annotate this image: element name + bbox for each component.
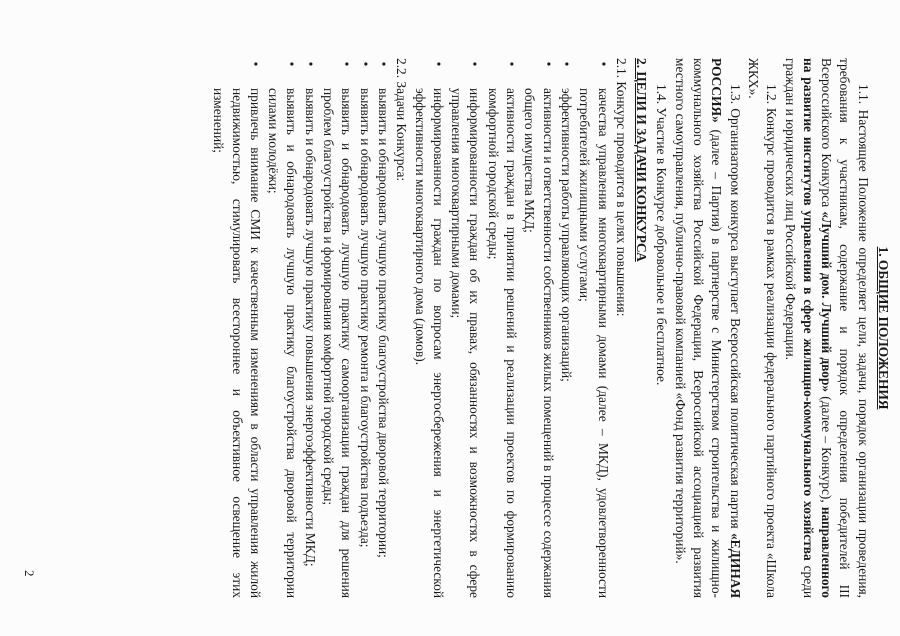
page-number: 2 (22, 570, 37, 577)
goal-item (557, 61, 575, 598)
task-text: выявить и обнародовать лучшую практику повышения энергоэффективности МКД; (302, 88, 318, 567)
goal-item (410, 61, 447, 598)
task-item (264, 61, 301, 598)
task-text: выявить и обнародовать лучшую практику благоустройства дворовой территории силами молодёжи; (266, 88, 300, 598)
paragraph-2-2: 2.2. Задачи Конкурса: (394, 58, 410, 182)
goal-text: активности и ответственности собственников жилых помещений в процессе содержания общего имущества МКД; (522, 88, 556, 598)
bullet-icon: • (339, 61, 355, 67)
task-text: привлечь внимание СМИ к качественным изменениям в области управления жилой недвижимостью, стимулировать всестороннее и объективное освещение этих изменений; (211, 88, 263, 598)
bullet-icon: • (247, 61, 263, 67)
bullet-icon: • (302, 61, 318, 67)
paragraph-1-4: 1.4. Участие в Конкурсе добровольное и бесплатное. (654, 84, 670, 386)
goal-text: качества управления многоквартирными домами (далее – МКД), удовлетворенности потребителей жилищными услугами; (577, 88, 611, 598)
paragraph-1-2: 1.2. Конкурс проводится в рамках реализации федерального партийного проекта «Школа ЖКХ». (745, 58, 780, 598)
tasks-list (209, 58, 392, 598)
task-text: выявить и обнародовать лучшую практику благоустройства дворовой территории; (375, 88, 391, 558)
goal-text: информированности граждан по вопросам энергосбережения и энергетической эффективности многоквартирного дома (домов). (412, 88, 446, 598)
section-2-title: 2. ЦЕЛИ И ЗАДАЧИ КОНКУРСА (634, 58, 650, 262)
goals-list (410, 58, 611, 598)
task-text: выявить и обнародовать лучшую практику самоорганизации граждан для решения проблем благоустройства и формирования комфортной городской среды; (321, 88, 355, 598)
paragraph-2-1: 2.1. Конкурс проводится в целях повышения: (613, 58, 629, 317)
task-item (319, 61, 356, 598)
bullet-icon: • (504, 61, 520, 67)
bullet-icon: • (595, 61, 611, 67)
p1-1-text-a: 1.1. Настоящее Положение определяет цели, задачи, порядок организации проведения, требования к участникам, содержание и порядок определения победителей III Всероссийского Конкурса (819, 58, 871, 598)
p1-1-text-e: среди граждан и юридических лиц Российской Федерации. (782, 58, 816, 598)
bullet-icon: • (558, 61, 574, 67)
task-item (301, 61, 319, 598)
p1-3-party-name: «ЕДИНАЯ РОССИЯ» (709, 58, 743, 598)
goal-item (575, 61, 612, 598)
task-item (374, 61, 392, 598)
bullet-icon: • (540, 61, 556, 67)
paragraph-1-3 (670, 58, 743, 598)
task-item (209, 61, 264, 598)
p1-3-text-a: 1.3. Организатором конкурса выступает Всероссийская политическая партия (727, 84, 743, 533)
task-item (355, 61, 373, 598)
goal-item (520, 61, 557, 598)
p1-1-contest-name: «Лучший дом. Лучший двор» (819, 211, 835, 393)
bullet-icon: • (467, 61, 483, 67)
goal-item (447, 61, 484, 598)
task-text: выявить и обнародовать лучшую практику ремонта и благоустройства подъезда; (357, 88, 373, 548)
goal-item (483, 61, 520, 598)
bullet-icon: • (357, 61, 373, 67)
goal-text: эффективности работы управляющих организаций; (558, 88, 574, 382)
p1-1-text-c: (далее – Конкурс), (819, 392, 835, 507)
p1-1-direction: направленного на развитие институтов управления в сфере жилищно-коммунального хозяйства (800, 58, 835, 598)
goal-text: информированности граждан об их правах, обязанностях и возможностях в сфере управления многоквартирными домами; (449, 88, 483, 598)
bullet-icon: • (430, 61, 446, 67)
p1-3-text-c: (далее – Партия) в партнерстве с Министерством строительства и жилищно-коммунального хозяйства Российской Федерации, Всероссийской ассоциацией развития местного самоуправления, публично-правовой компанией «Фонд развития территорий». (672, 58, 725, 598)
section-1-title: 1. ОБЩИЕ ПОЛОЖЕНИЯ (876, 246, 891, 410)
bullet-icon: • (375, 61, 391, 67)
bullet-icon: • (284, 61, 300, 67)
goal-text: активности граждан в принятии решений и реализации проектов по формированию комфортной городской среды; (485, 88, 520, 598)
paragraph-1-1 (780, 58, 871, 598)
